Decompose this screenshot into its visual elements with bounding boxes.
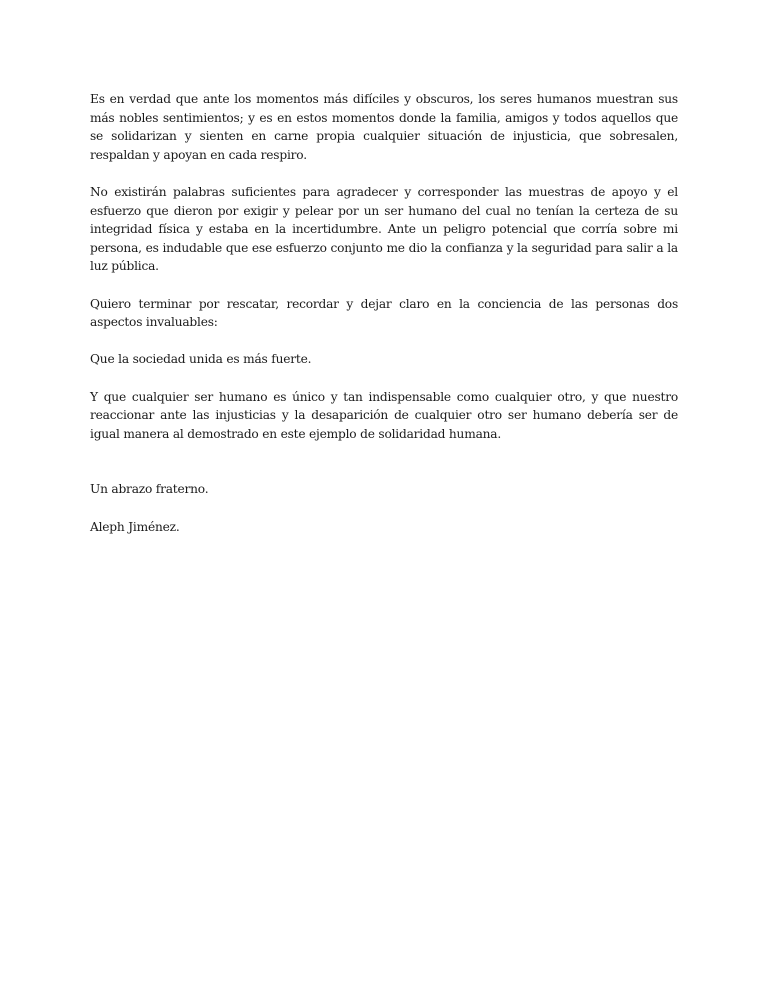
- paragraph-gratitude-intro: Es en verdad que ante los momentos más difíciles y obscuros, los seres humanos muestran sus más nobles sentimientos; y es en estos momentos donde la familia, amigos y todos aquellos que se solidarizan y sienten en carne propia cualquier situación de injusticia, que sobresalen, respaldan y apoyan en cada respiro.: [90, 92, 678, 162]
- paragraph-human-uniqueness: Y que cualquier ser humano es único y tan indispensable como cualquier otro, y que nuestro reaccionar ante las injusticias y la desaparición de cualquier otro ser humano debería ser de igual manera al demostrado en este ejemplo de solidaridad humana.: [90, 389, 678, 441]
- letter-body: [90, 90, 678, 555]
- paragraph-conclusion-intro: Quiero terminar por rescatar, recordar y dejar claro en la conciencia de las personas dos aspectos invaluables:: [90, 296, 678, 330]
- closing-line: Un abrazo fraterno.: [90, 482, 209, 497]
- spacer: [90, 462, 678, 481]
- paragraph-thanks: No existirán palabras suficientes para agradecer y corresponder las muestras de apoyo y el esfuerzo que dieron por exigir y pelear por un ser humano del cual no tenían la certeza de su integridad física y estaba en la incertidumbre. Ante un peligro potencial que corría sobre mi persona, es indudable que ese esfuerzo conjunto me dio la confianza y la seguridad para salir a la luz pública.: [90, 184, 678, 274]
- paragraph-society-united: Que la sociedad unida es más fuerte.: [90, 352, 312, 367]
- signature: Aleph Jiménez.: [90, 519, 180, 534]
